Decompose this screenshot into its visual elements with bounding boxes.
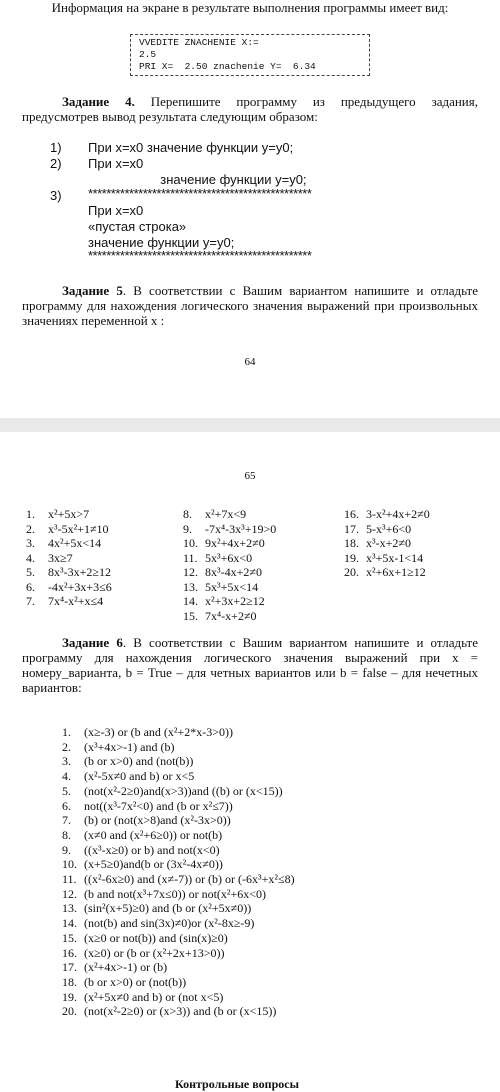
list-item-number: 11. <box>183 550 198 565</box>
list-item-text: 5x³+6x<0 <box>205 550 253 565</box>
list-item-number: 1) <box>50 140 62 155</box>
list-item <box>62 960 295 975</box>
list-item-number: 12. <box>183 565 198 579</box>
list-item-number: 16. <box>62 945 77 960</box>
list-item-text: (b and not(x³+7x≤0)) or not(x²+6x<0) <box>84 886 267 901</box>
list-item-text: 7x⁴-x²+x≤4 <box>48 594 104 608</box>
list-item-text: not((x³-7x²<0) and (b or x²≤7)) <box>84 798 233 813</box>
list-item-number: 20. <box>344 565 359 579</box>
list-item-text: (x≥0 or not(b)) and (sin(x)≥0) <box>84 930 228 945</box>
list-item-number: 15. <box>183 608 198 623</box>
task5-variants-col3 <box>344 507 430 580</box>
list-item-text: (not(x²-2≥0) or (x>3)) and (b or (x<15)) <box>84 1004 277 1019</box>
task5-label: Задание 5 <box>62 283 123 298</box>
list-item <box>26 594 112 609</box>
list-item-number: 7. <box>62 813 71 828</box>
list-item-number: 1. <box>62 725 71 739</box>
list-item <box>183 594 276 609</box>
list-item-text: x²+6x+1≥12 <box>366 565 426 579</box>
list-item <box>62 931 295 946</box>
list-item-text: x²+7x<9 <box>205 507 247 521</box>
page-number: 64 <box>244 356 256 368</box>
list-item-number: 4. <box>26 550 35 565</box>
task4-text: Перепишите программу из предыдущего задания, предусмотрев вывод результата следующим образом: <box>22 94 478 124</box>
list-item-number: 11. <box>62 872 77 887</box>
list-item-text: При x=x0 <box>88 156 144 171</box>
console-line: PRI X= 2.50 znachenie Y= 6.34 <box>139 61 316 72</box>
list-item-number: 19. <box>62 989 77 1004</box>
list-item-text: (b or x>0) or (not(b)) <box>84 974 187 989</box>
task5-variants-col1 <box>26 507 112 609</box>
task5-paragraph <box>22 283 478 328</box>
list-item-number: 17. <box>62 960 77 975</box>
list-item-text: (not(x²-2≥0)and(x>3))and ((b) or (x<15)) <box>84 783 283 798</box>
list-item-number: 14. <box>183 594 198 608</box>
list-item <box>62 740 295 755</box>
list-item-number: 10. <box>62 857 77 872</box>
list-item-text: (x≥0) or (b or (x²+2x+13>0)) <box>84 945 225 960</box>
list-item <box>62 857 295 872</box>
task6-list <box>62 725 295 1019</box>
task6-label: Задание 6 <box>62 635 123 650</box>
list-item-text: При x=x0 <box>88 203 144 218</box>
list-item-text: ((x²-6x≥0) and (x≠-7)) or (b) or (-6x³+x²≤8) <box>84 872 295 887</box>
list-item-text: -7x⁴-3x³+19>0 <box>205 521 277 536</box>
page-number: 65 <box>244 470 256 482</box>
list-item-number: 9. <box>183 521 192 536</box>
list-item-text: При x=x0 значение функции y=y0; <box>88 140 294 155</box>
list-item-number: 1. <box>26 507 35 521</box>
list-item <box>26 551 112 566</box>
list-item-text: ************************************************* <box>88 186 312 201</box>
list-item-text: «пустая строка» <box>88 219 187 234</box>
list-item <box>62 901 295 916</box>
list-item-text: ((x³-x≥0) or b) and not(x<0) <box>84 842 220 857</box>
list-item-text: (x³+4x>-1) and (b) <box>84 739 175 754</box>
list-item <box>183 551 276 566</box>
list-item-number: 18. <box>344 536 359 550</box>
list-item <box>26 565 112 580</box>
list-item-number: 19. <box>344 550 359 565</box>
list-item <box>62 975 295 990</box>
task5-text: . В соответствии с Вашим вариантом напишите и отладьте программу для нахождения логического значения выражений при произвольных значениях переменной x : <box>22 283 478 328</box>
list-item-number: 16. <box>344 507 359 521</box>
list-item-number: 14. <box>62 916 77 931</box>
list-item-number: 12. <box>62 886 77 901</box>
list-item <box>62 843 295 858</box>
task6-paragraph <box>22 635 478 695</box>
list-item <box>344 565 430 580</box>
list-item-text: (x²+4x>-1) or (b) <box>84 960 168 975</box>
list-item <box>344 551 430 566</box>
list-item-number: 5. <box>62 783 71 798</box>
task5-variants-col2 <box>183 507 276 623</box>
page-65 <box>0 432 500 1091</box>
list-item-number: 2. <box>62 739 71 754</box>
list-item <box>62 769 295 784</box>
list-item <box>344 522 430 537</box>
list-item-text: (x²-5x≠0 and b) or x<5 <box>84 769 195 784</box>
list-item-number: 5. <box>26 565 35 579</box>
list-item-number: 15. <box>62 930 77 945</box>
list-item-text: 4x²+5x<14 <box>48 536 102 550</box>
list-item-text: значение функции y=y0; <box>88 235 235 250</box>
list-item-number: 7. <box>26 594 35 608</box>
list-item-number: 13. <box>183 579 198 594</box>
list-item-text: 8x³-3x+2≥12 <box>48 565 111 579</box>
list-item <box>62 725 295 740</box>
list-item-text: 5x³+5x<14 <box>205 579 259 594</box>
list-item-number: 8. <box>183 507 192 521</box>
list-item-text: 5-x³+6<0 <box>366 521 412 536</box>
list-item-text: 9x²+4x+2≠0 <box>205 536 265 550</box>
console-line: VVEDITE ZNACHENIE X:= <box>139 37 259 48</box>
list-item <box>62 813 295 828</box>
console-output <box>130 34 370 76</box>
list-item-number: 3. <box>26 536 35 550</box>
list-item-text: 3x≥7 <box>48 550 73 565</box>
list-item <box>183 507 276 522</box>
list-item <box>26 536 112 551</box>
task6-text: . В соответствии с Вашим вариантом напишите и отладьте программу для нахождения логического значения выражений при x = номеру_варианта, b = True – для четных вариантов или b = false – для нечетных вариантов: <box>22 635 478 695</box>
list-item-text: значение функции y=y0; <box>88 172 307 187</box>
list-item-text: 7x⁴-x+2≠0 <box>205 608 257 623</box>
list-item-number: 6. <box>62 798 71 813</box>
list-item <box>62 946 295 961</box>
list-item-number: 3. <box>62 754 71 769</box>
list-item <box>26 507 112 522</box>
task4-label: Задание 4. <box>62 94 135 109</box>
list-item <box>62 784 295 799</box>
list-item-number: 2. <box>26 521 35 536</box>
list-item-text: x²+5x>7 <box>48 507 90 521</box>
list-item-text: -4x²+3x+3≤6 <box>48 579 112 594</box>
list-item-number: 8. <box>62 827 71 842</box>
list-item-text: (x≠0 and (x²+6≥0)) or not(b) <box>84 827 223 842</box>
list-item-text: (sin²(x+5)≥0) and (b or (x²+5x≠0)) <box>84 901 252 916</box>
list-item-text: (b or x>0) and (not(b)) <box>84 754 194 769</box>
list-item-number: 2) <box>50 156 62 171</box>
list-item <box>62 799 295 814</box>
page-64 <box>0 0 500 418</box>
list-item <box>26 522 112 537</box>
list-item-text: 8x³-4x+2≠0 <box>205 565 262 579</box>
page-separator <box>0 418 500 432</box>
list-item-text: (b) or (not(x>8)and (x²-3x>0)) <box>84 813 231 828</box>
list-item-text: x³+5x-1<14 <box>366 550 424 565</box>
list-item <box>62 887 295 902</box>
list-item <box>183 565 276 580</box>
list-item-number: 9. <box>62 842 71 857</box>
list-item-text: ************************************************* <box>88 248 312 263</box>
list-item-text: x³-5x²+1≠10 <box>48 521 109 536</box>
list-item <box>62 828 295 843</box>
list-item <box>344 507 430 522</box>
list-item-number: 6. <box>26 579 35 594</box>
list-item-number: 13. <box>62 901 77 916</box>
list-item-text: (x²+5x≠0 and b) or (not x<5) <box>84 989 224 1004</box>
list-item-number: 18. <box>62 974 77 989</box>
list-item-text: (x≥-3) or (b and (x²+2*x-3>0)) <box>84 725 234 739</box>
list-item-number: 20. <box>62 1004 77 1019</box>
list-item-number: 17. <box>344 521 359 536</box>
list-item-number: 4. <box>62 769 71 784</box>
console-line: 2.5 <box>139 49 157 60</box>
list-item-text: 3-x²+4x+2≠0 <box>366 507 430 521</box>
list-item-number: 3) <box>50 188 62 203</box>
list-item <box>183 522 276 537</box>
list-item <box>62 872 295 887</box>
list-item <box>344 536 430 551</box>
list-item <box>183 580 276 595</box>
list-item-text: (not(b) and sin(3x)≠0)or (x²-8x≥-9) <box>84 916 255 931</box>
list-item <box>62 754 295 769</box>
list-item <box>62 1004 295 1019</box>
list-item <box>183 609 276 624</box>
list-item <box>183 536 276 551</box>
list-item-text: (x+5≥0)and(b or (3x²-4x≠0)) <box>84 857 223 872</box>
intro-text: Информация на экране в результате выполнения программы имеет вид: <box>51 0 449 15</box>
list-item <box>62 916 295 931</box>
list-item-text: x³-x+2≠0 <box>366 536 411 550</box>
list-item-text: x²+3x+2≥12 <box>205 594 265 608</box>
section-heading-partial: Контрольные вопросы <box>175 1077 299 1091</box>
list-item <box>62 990 295 1005</box>
task4-paragraph <box>22 94 478 124</box>
list-item-number: 10. <box>183 536 198 550</box>
list-item <box>26 580 112 595</box>
